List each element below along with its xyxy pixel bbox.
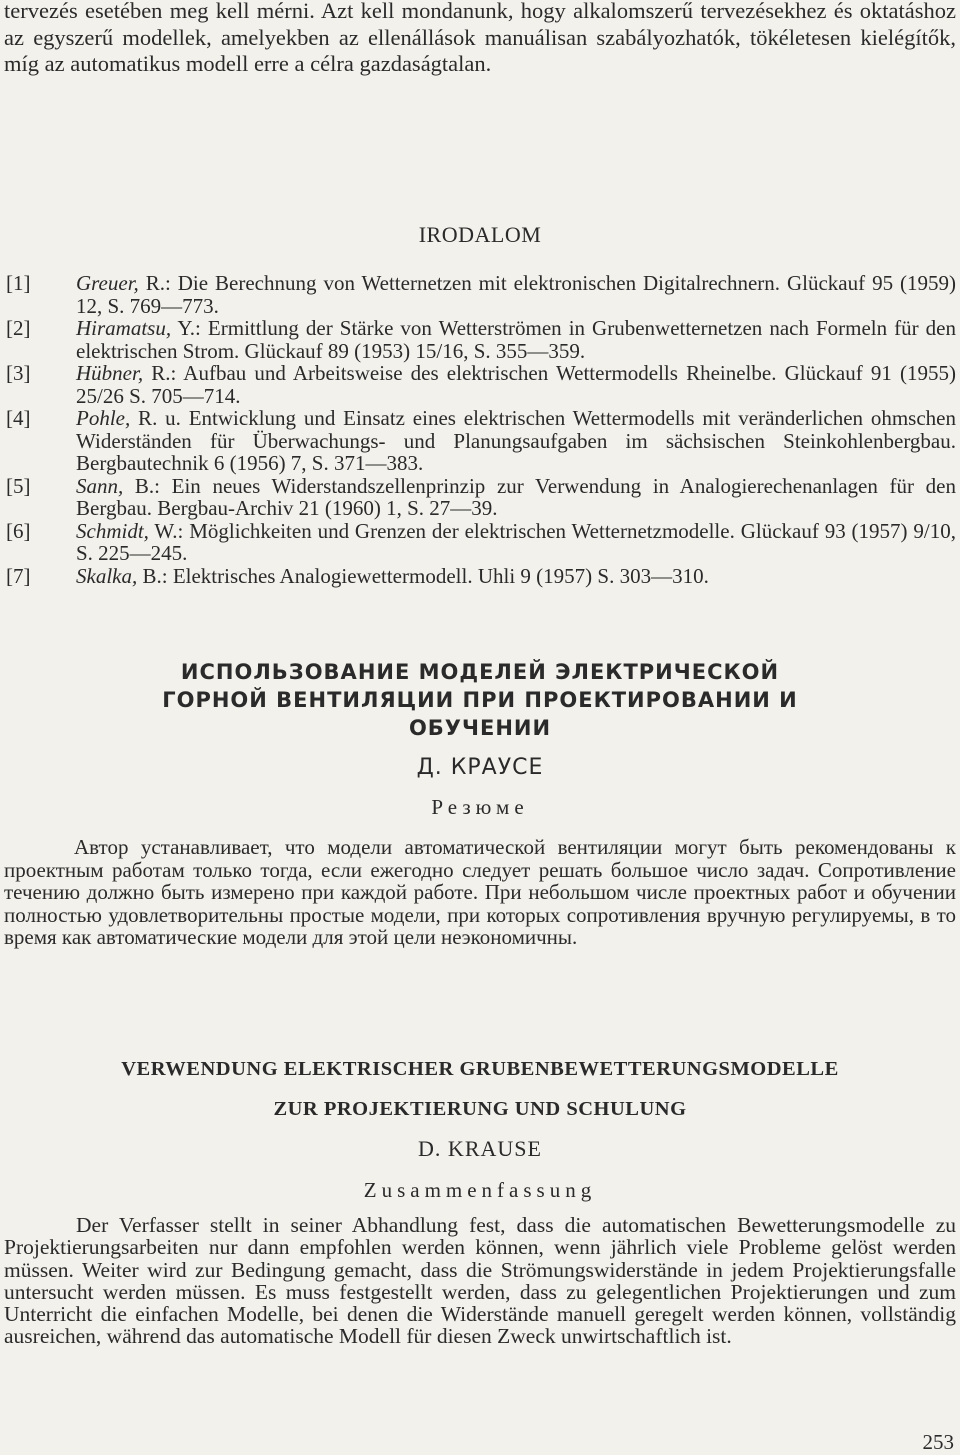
reference-text: R.: Aufbau und Arbeitsweise des elektrischen Wettermodells Rheinelbe. Glückauf 91 (1955) 25/26 S. 705—714. [76,361,956,408]
russian-title-line: ОБУЧЕНИИ [408,716,552,740]
reference-author: Sann, [76,473,124,498]
reference-number: [7] [6,563,31,588]
page-number: 253 [922,1430,954,1454]
reference-author: Pohle, [76,406,131,430]
reference-text: B.: Elektrisches Analogiewettermodell. Uhli 9 (1957) S. 303—310. [137,563,709,588]
russian-author: Д. КРАУСЕ [416,755,544,780]
russian-title-line: ГОРНОЙ ВЕНТИЛЯЦИИ ПРИ ПРОЕКТИРОВАНИИ И [162,688,798,712]
reference-item [4,407,956,475]
reference-number: [5] [6,473,31,498]
reference-author: Skalka, [76,563,138,588]
reference-author: Schmidt, [76,518,149,543]
reference-text: R. u. Entwicklung und Einsatz eines elektrischen Wettermodells mit veränderlichen ohmschen Widerständen für Überwachungs- und Planungsaufgaben im sächsischen Steinkohlenbergbau. Bergbautechnik 6 (1956) 7, S. 371—383. [76,406,956,475]
reference-number: [3] [6,361,31,385]
reference-author: Greuer, [76,271,139,295]
reference-author: Hiramatsu, [76,316,172,340]
intro-paragraph: tervezés esetében meg kell mérni. Azt kell mondanunk, hogy alkalomszerű tervezésekhez és oktatáshoz az egyszerű modellek, amelyekben az ellenállások manuálisan szabályozhatók, tökéletesen kielégítők, míg az automatikus modell erre a célra gazdaságtalan. [4,0,956,76]
reference-text: W.: Möglichkeiten und Grenzen der elektrischen Wetternetzmodelle. Glückauf 93 (1957) 9/10, S. 225—245. [76,518,956,565]
reference-item [4,565,956,588]
reference-list [4,272,956,587]
russian-title-line: ИСПОЛЬЗОВАНИЕ МОДЕЛЕЙ ЭЛЕКТРИЧЕСКОЙ [180,660,780,684]
reference-item [4,317,956,362]
german-subheading: Zusammenfassung [363,1178,597,1202]
reference-number: [4] [6,406,31,430]
reference-number: [6] [6,518,31,543]
reference-author: Hübner, [76,361,144,385]
russian-title [0,658,960,742]
reference-number: [1] [6,271,31,295]
russian-subheading: Резюме [431,795,529,819]
reference-text: Y.: Ermittlung der Stärke von Wetterströmen in Grubenwetternetzen nach Formeln für den elektrischen Strom. Glückauf 89 (1953) 15/16, S. 355—359. [76,316,956,363]
reference-number: [2] [6,316,31,340]
reference-text: B.: Ein neues Widerstandszellenprinzip zur Verwendung in Analogierechenanlagen für den Bergbau. Bergbau-Archiv 21 (1960) 1, S. 27—39. [76,473,956,520]
russian-summary: Автор устанавливает, что модели автоматической вентиляции могут быть рекомендованы к проектным работам только тогда, если ежегодно следует решать большое число задач. Сопротивление течению должно быть измерено при каждой работе. При небольшом числе проектных работ и обучении полностью удовлетворительны простые модели, при которых сопротивления вручную регулируемы, в то время как автоматические модели для этой цели неэкономичны. [4,835,956,949]
reference-item [4,272,956,317]
reference-text: R.: Die Berechnung von Wetternetzen mit elektronischen Digitalrechnern. Glückauf 95 (1959) 12, S. 769—773. [76,271,956,318]
german-summary: Der Verfasser stellt in seiner Abhandlung fest, dass die automatischen Bewetterungsmodelle zu Projektierungsarbeiten nur dann empfohlen werden können, wenn jährlich viele Probleme gelöst werden müssen. Weiter wird zur Bedingung gemacht, dass die Strömungswiderstände in jedem Projektierungsfalle untersucht werden müssen. Es muss festgestellt werden, dass zu gelegentlichen Projektierungen und zum Unterricht die einfachen Modelle, bei denen die Widerstände manuell geregelt werden können, vollständig ausreichen, während das automatische Modell für diesen Zweck unwirtschaftlich ist. [4,1213,956,1349]
reference-item [4,475,956,520]
reference-item [4,520,956,565]
german-title-line: ZUR PROJEKTIERUNG UND SCHULUNG [273,1098,687,1120]
reference-item [4,362,956,407]
german-author: D. KRAUSE [418,1136,542,1161]
bibliography-heading: IRODALOM [418,222,542,247]
german-title-line: VERWENDUNG ELEKTRISCHER GRUBENBEWETTERUNGSMODELLE [121,1058,839,1080]
